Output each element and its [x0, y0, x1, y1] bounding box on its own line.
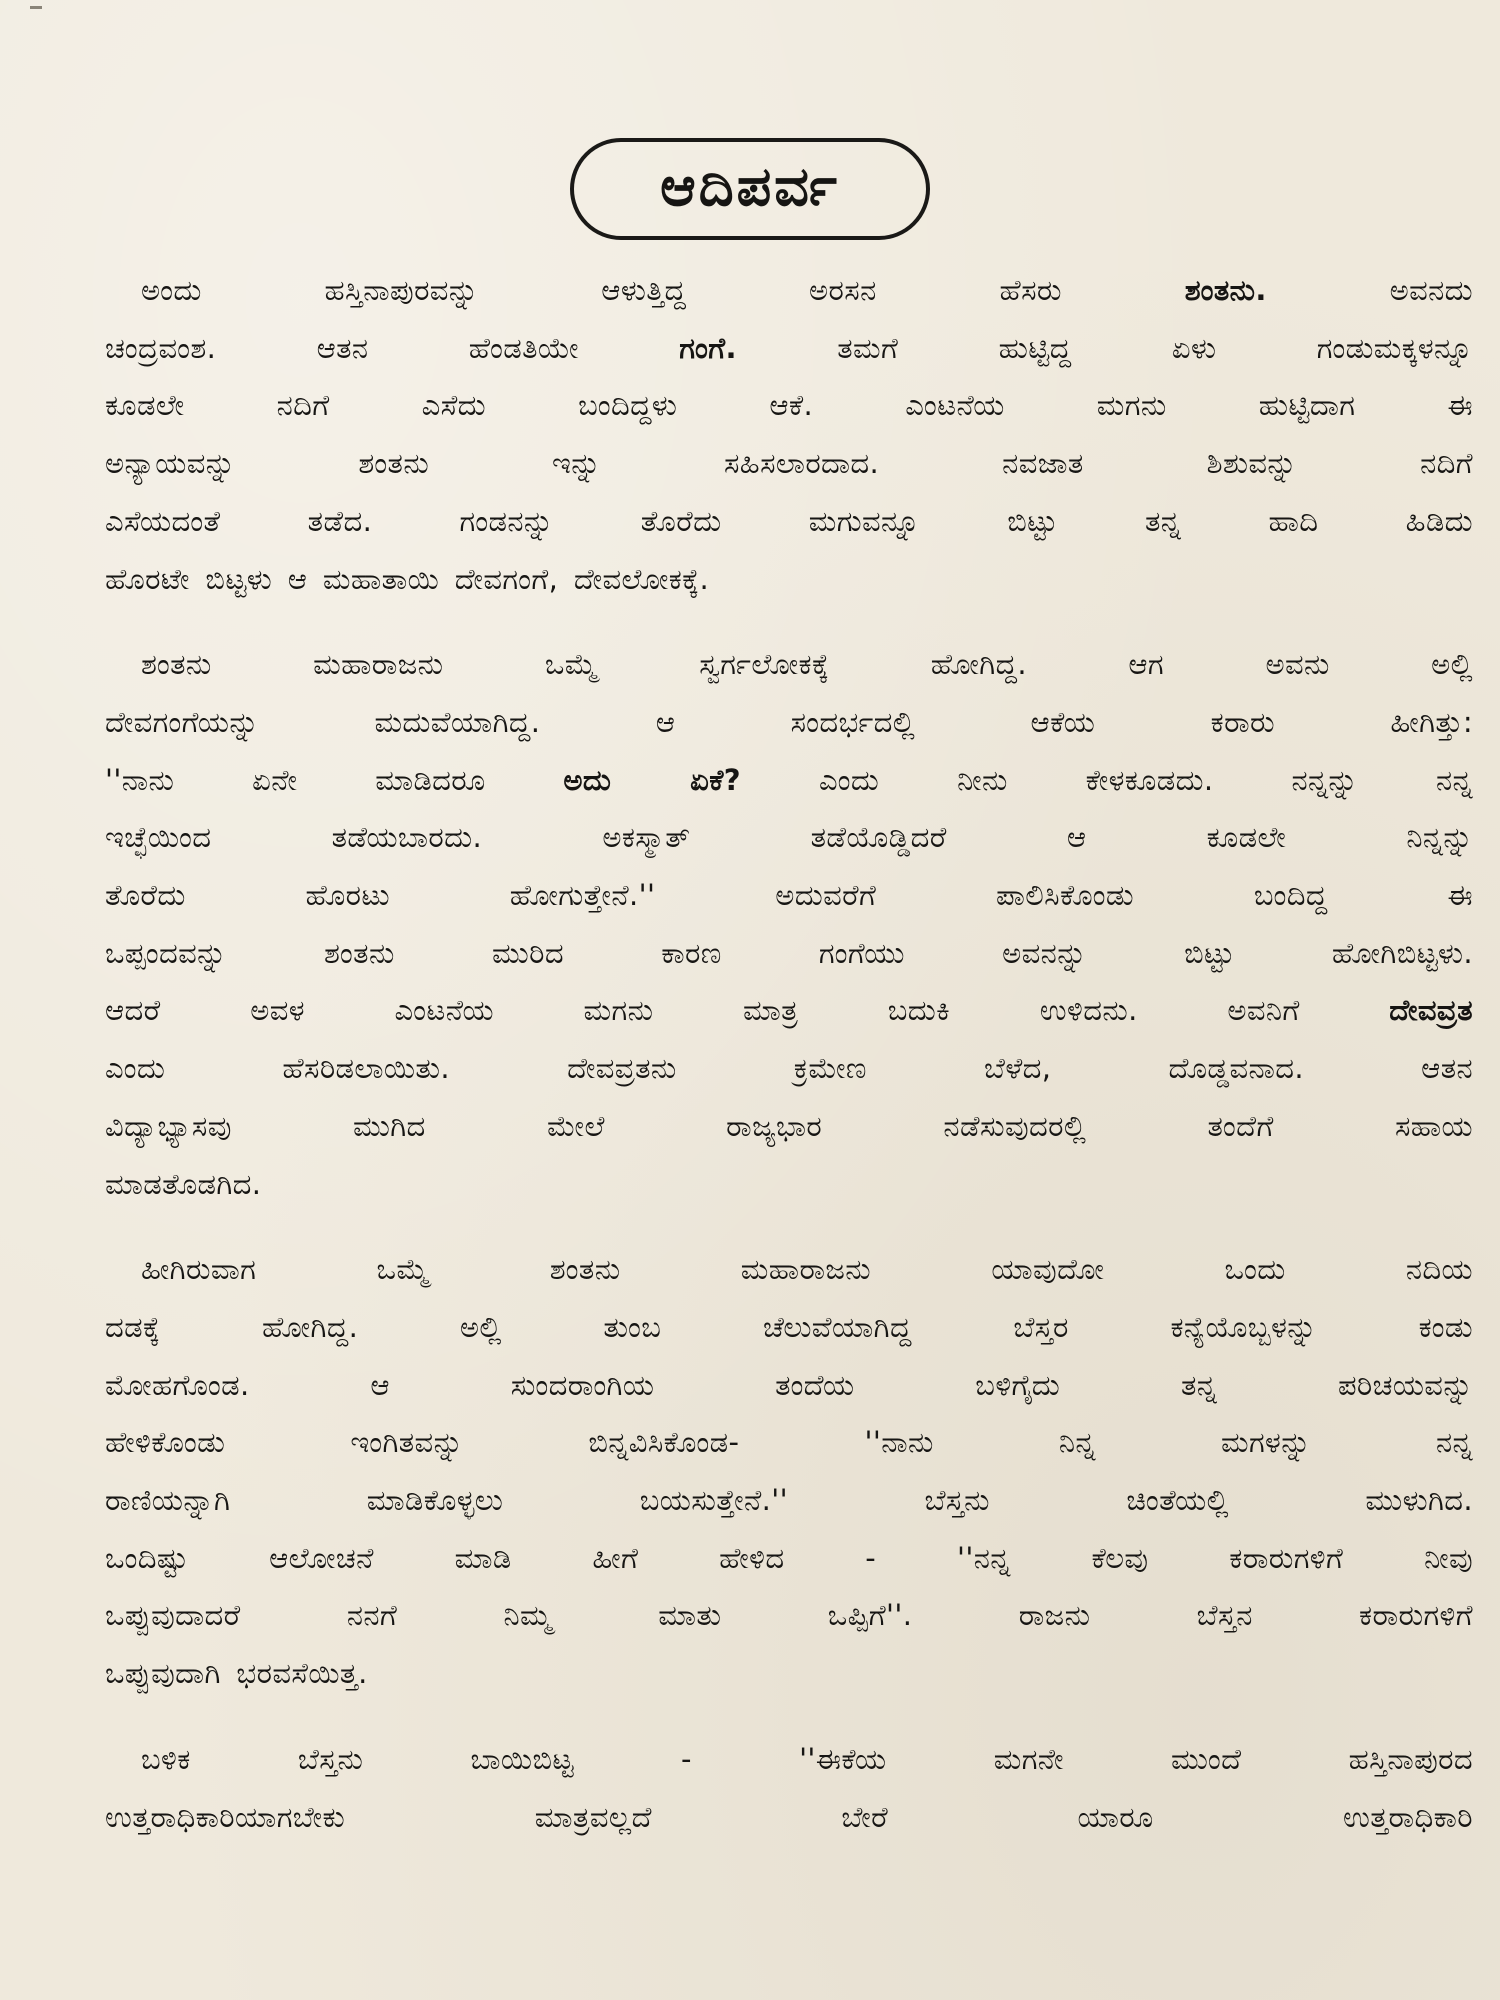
text-line: ಚಂದ್ರವಂಶ. ಆತನ ಹೆಂಡತಿಯೇ ಗಂಗೆ. ತಮಗೆ ಹುಟ್ಟಿದ್ದ ಏಳು ಗಂಡುಮಕ್ಕಳನ್ನೂ — [105, 330, 1473, 365]
paragraph-1 — [105, 262, 1473, 608]
text-line: ''ನಾನು ಏನೇ ಮಾಡಿದರೂ ಅದು ಏಕೆ? ಎಂದು ನೀನು ಕೇಳಕೂಡದು. ನನ್ನನ್ನು ನನ್ನ — [105, 762, 1473, 797]
text-line: ಎಸೆಯದಂತೆ ತಡೆದ. ಗಂಡನನ್ನು ತೊರೆದು ಮಗುವನ್ನೂ ಬಿಟ್ಟು ತನ್ನ ಹಾದಿ ಹಿಡಿದು — [105, 503, 1473, 538]
text-line: ತೊರೆದು ಹೊರಟು ಹೋಗುತ್ತೇನೆ.'' ಅದುವರೆಗೆ ಪಾಲಿಸಿಕೊಂಡು ಬಂದಿದ್ದ ಈ — [105, 878, 1473, 913]
emphasized-text: ಅದು ಏಕೆ? — [563, 762, 742, 797]
text-line: ವಿದ್ಯಾಭ್ಯಾಸವು ಮುಗಿದ ಮೇಲೆ ರಾಜ್ಯಭಾರ ನಡೆಸುವುದರಲ್ಲಿ ತಂದೆಗೆ ಸಹಾಯ — [105, 1108, 1473, 1143]
text-line: ಮೋಹಗೊಂಡ. ಆ ಸುಂದರಾಂಗಿಯ ತಂದೆಯ ಬಳಿಗೈದು ತನ್ನ ಪರಿಚಯವನ್ನು — [105, 1367, 1473, 1402]
text-line: ಹೇಳಿಕೊಂಡು ಇಂಗಿತವನ್ನು ಬಿನ್ನವಿಸಿಕೊಂಡ- ''ನಾನು ನಿನ್ನ ಮಗಳನ್ನು ನನ್ನ — [105, 1425, 1473, 1460]
text-line: ಹೀಗಿರುವಾಗ ಒಮ್ಮೆ ಶಂತನು ಮಹಾರಾಜನು ಯಾವುದೋ ಒಂದು ನದಿಯ — [141, 1252, 1473, 1287]
paragraph-3 — [105, 1241, 1473, 1703]
text-line: ಅನ್ಯಾಯವನ್ನು ಶಂತನು ಇನ್ನು ಸಹಿಸಲಾರದಾದ. ನವಜಾತ ಶಿಶುವನ್ನು ನದಿಗೆ — [105, 446, 1473, 481]
title-container — [0, 138, 1500, 240]
text-line: ಒಪ್ಪುವುದಾದರೆ ನನಗೆ ನಿಮ್ಮ ಮಾತು ಒಪ್ಪಿಗೆ''. ರಾಜನು ಬೆಸ್ತನ ಕರಾರುಗಳಿಗೆ — [105, 1598, 1473, 1633]
text-line: ಕೂಡಲೇ ನದಿಗೆ ಎಸೆದು ಬಂದಿದ್ದಳು ಆಕೆ. ಎಂಟನೆಯ ಮಗನು ಹುಟ್ಟಿದಾಗ ಈ — [105, 388, 1473, 423]
emphasized-text: ಶಂತನು. — [1184, 273, 1267, 307]
paragraph-2 — [105, 636, 1473, 1213]
text-line: ದಡಕ್ಕೆ ಹೋಗಿದ್ದ. ಅಲ್ಲಿ ತುಂಬ ಚೆಲುವೆಯಾಗಿದ್ದ ಬೆಸ್ತರ ಕನ್ಯೆಯೊಬ್ಬಳನ್ನು ಕಂಡು — [105, 1309, 1473, 1344]
emphasized-text: ಗಂಗೆ. — [679, 330, 737, 365]
text-line: ಎಂದು ಹೆಸರಿಡಲಾಯಿತು. ದೇವವ್ರತನು ಕ್ರಮೇಣ ಬೆಳೆದ, ದೊಡ್ಡವನಾದ. ಆತನ — [105, 1051, 1473, 1086]
text-line: ಆದರೆ ಅವಳ ಎಂಟನೆಯ ಮಗನು ಮಾತ್ರ ಬದುಕಿ ಉಳಿದನು. ಅವನಿಗೆ ದೇವವ್ರತ — [105, 993, 1473, 1028]
text-line: ಒಂದಿಷ್ಟು ಆಲೋಚನೆ ಮಾಡಿ ಹೀಗೆ ಹೇಳಿದ - ''ನನ್ನ ಕೆಲವು ಕರಾರುಗಳಿಗೆ ನೀವು — [105, 1540, 1473, 1575]
chapter-title: ಆದಿಪರ್ವ — [570, 138, 930, 240]
text-line: ಮಾಡತೊಡಗಿದ. — [105, 1166, 262, 1201]
text-line: ಒಪ್ಪಂದವನ್ನು ಶಂತನು ಮುರಿದ ಕಾರಣ ಗಂಗೆಯು ಅವನನ್ನು ಬಿಟ್ಟು ಹೋಗಿಬಿಟ್ಟಳು. — [105, 935, 1473, 970]
text-line: ದೇವಗಂಗೆಯನ್ನು ಮದುವೆಯಾಗಿದ್ದ. ಆ ಸಂದರ್ಭದಲ್ಲಿ ಆಕೆಯ ಕರಾರು ಹೀಗಿತ್ತು: — [105, 704, 1473, 739]
emphasized-text: ದೇವವ್ರತ — [1389, 993, 1473, 1028]
text-line: ಅಂದು ಹಸ್ತಿನಾಪುರವನ್ನು ಆಳುತ್ತಿದ್ದ ಅರಸನ ಹೆಸರು ಶಂತನು. ಅವನದು — [141, 273, 1473, 307]
text-line: ಇಚ್ಛೆಯಿಂದ ತಡೆಯಬಾರದು. ಅಕಸ್ಮಾತ್ ತಡೆಯೊಡ್ಡಿದರೆ ಆ ಕೂಡಲೇ ನಿನ್ನನ್ನು — [105, 820, 1473, 855]
page-mark — [30, 6, 42, 9]
paragraph-4 — [105, 1731, 1473, 1846]
text-line: ರಾಣಿಯನ್ನಾಗಿ ಮಾಡಿಕೊಳ್ಳಲು ಬಯಸುತ್ತೇನೆ.'' ಬೆಸ್ತನು ಚಿಂತೆಯಲ್ಲಿ ಮುಳುಗಿದ. — [105, 1483, 1473, 1518]
text-line: ಶಂತನು ಮಹಾರಾಜನು ಒಮ್ಮೆ ಸ್ವರ್ಗಲೋಕಕ್ಕೆ ಹೋಗಿದ್ದ. ಆಗ ಅವನು ಅಲ್ಲಿ — [141, 647, 1473, 682]
text-line: ಹೊರಟೇ ಬಿಟ್ಟಳು ಆ ಮಹಾತಾಯಿ ದೇವಗಂಗೆ, ದೇವಲೋಕಕ್ಕೆ. — [105, 561, 710, 596]
text-line: ಒಪ್ಪುವುದಾಗಿ ಭರವಸೆಯಿತ್ತ. — [105, 1656, 368, 1691]
text-line: ಉತ್ತರಾಧಿಕಾರಿಯಾಗಬೇಕು ಮಾತ್ರವಲ್ಲದೆ ಬೇರೆ ಯಾರೂ ಉತ್ತರಾಧಿಕಾರಿ — [105, 1799, 1473, 1834]
text-line: ಬಳಿಕ ಬೆಸ್ತನು ಬಾಯಿಬಿಟ್ಟ - ''ಈಕೆಯ ಮಗನೇ ಮುಂದೆ ಹಸ್ತಿನಾಪುರದ — [141, 1741, 1473, 1776]
body-text — [105, 262, 1473, 1874]
